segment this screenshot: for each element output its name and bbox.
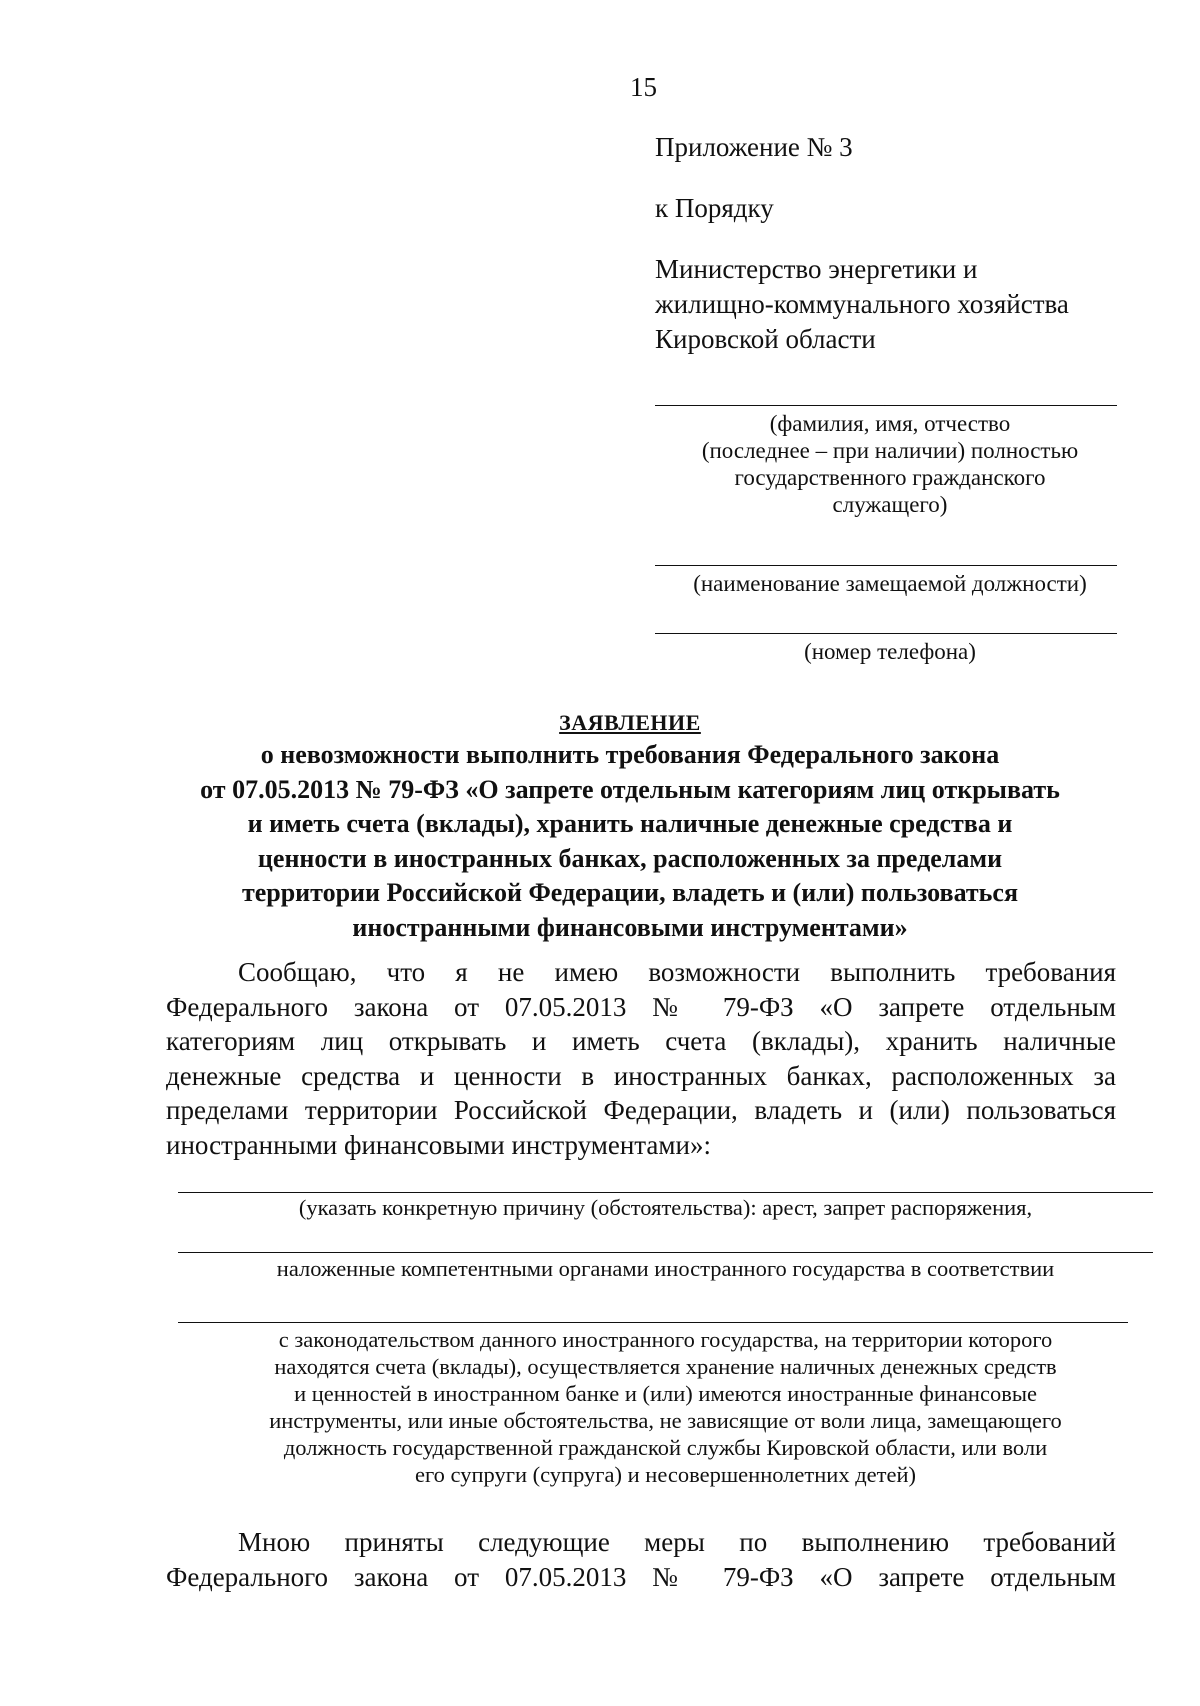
title-heading: ЗАЯВЛЕНИЕ [559, 710, 701, 735]
appendix-header [655, 130, 1135, 357]
title-line: от 07.05.2013 № 79-ФЗ «О запрете отдельным категориям лиц открывать [200, 774, 1060, 804]
reason-line-3 [178, 1322, 1128, 1323]
paragraph-line: Федерального закона от 07.05.2013 № 79-ФЗ «О запрете отдельным [166, 1561, 1116, 1592]
appendix-reference: к Порядку [655, 193, 774, 223]
title-line: иностранными финансовыми инструментами» [352, 912, 908, 942]
paragraph-line: категориям лиц открывать и иметь счета (вклады), хранить наличные [166, 1026, 1116, 1056]
addressee-line: жилищно-коммунального хозяйства [655, 289, 1069, 319]
caption-line: (последнее – при наличии) полностью [701, 438, 1079, 463]
addressee-line: Министерство энергетики и [655, 254, 978, 284]
title-line: и иметь счета (вклады), хранить наличные денежные средства и [247, 809, 1013, 838]
phone-field-caption: (номер телефона) [804, 639, 976, 664]
paragraph-line: денежные средства и ценности в иностранных банках, расположенных за [166, 1060, 1116, 1091]
addressee-line: Кировской области [655, 324, 876, 354]
measures-paragraph [166, 1525, 1116, 1594]
caption-line: с законодательством данного иностранного государства, на территории которого [278, 1327, 1053, 1352]
phone-field-line [655, 633, 1117, 634]
position-field-line [655, 565, 1117, 566]
paragraph-line: пределами территории Российской Федерации, владеть и (или) пользоваться [166, 1095, 1116, 1125]
position-field-caption: (наименование замещаемой должности) [693, 571, 1087, 596]
caption-line: находятся счета (вклады), осуществляется хранение наличных денежных средств [274, 1354, 1057, 1379]
reason-line-2 [178, 1252, 1153, 1253]
caption-line: государственного гражданского [734, 465, 1046, 490]
caption-line: его супруги (супруга) и несовершеннолетних детей) [415, 1462, 916, 1487]
statement-paragraph [166, 955, 1116, 1162]
paragraph-line: Сообщаю, что я не имею возможности выполнить требования [238, 957, 1116, 987]
paragraph-line: иностранными финансовыми инструментами»: [166, 1129, 711, 1160]
caption-line: должность государственной гражданской службы Кировской области, или воли [283, 1435, 1048, 1460]
reason-caption-1: (указать конкретную причину (обстоятельства): арест, запрет распоряжения, [298, 1195, 1033, 1220]
paragraph-line: Мною приняты следующие меры по выполнению требований [238, 1527, 1116, 1557]
caption-line: (фамилия, имя, отчество [769, 411, 1011, 436]
name-field-line [655, 405, 1117, 406]
name-field-caption [655, 410, 1125, 518]
appendix-number: Приложение № 3 [655, 132, 853, 162]
reason-line-1 [178, 1192, 1153, 1193]
statement-title [150, 708, 1110, 945]
caption-line: служащего) [832, 492, 948, 517]
reason-caption-3 [178, 1326, 1153, 1488]
caption-line: инструменты, или иные обстоятельства, не зависящие от воли лица, замещающего [269, 1408, 1062, 1433]
title-line: о невозможности выполнить требования Федерального закона [260, 740, 1000, 769]
reason-caption-2: наложенные компетентными органами иностранного государства в соответствии [276, 1256, 1055, 1281]
caption-line: и ценностей в иностранном банке и (или) имеются иностранные финансовые [294, 1381, 1037, 1406]
page-number: 15 [630, 72, 657, 102]
title-line: ценности в иностранных банках, расположенных за пределами [257, 843, 1003, 873]
title-line: территории Российской Федерации, владеть и (или) пользоваться [241, 878, 1019, 907]
paragraph-line: Федерального закона от 07.05.2013 № 79-ФЗ «О запрете отдельным [166, 991, 1116, 1022]
